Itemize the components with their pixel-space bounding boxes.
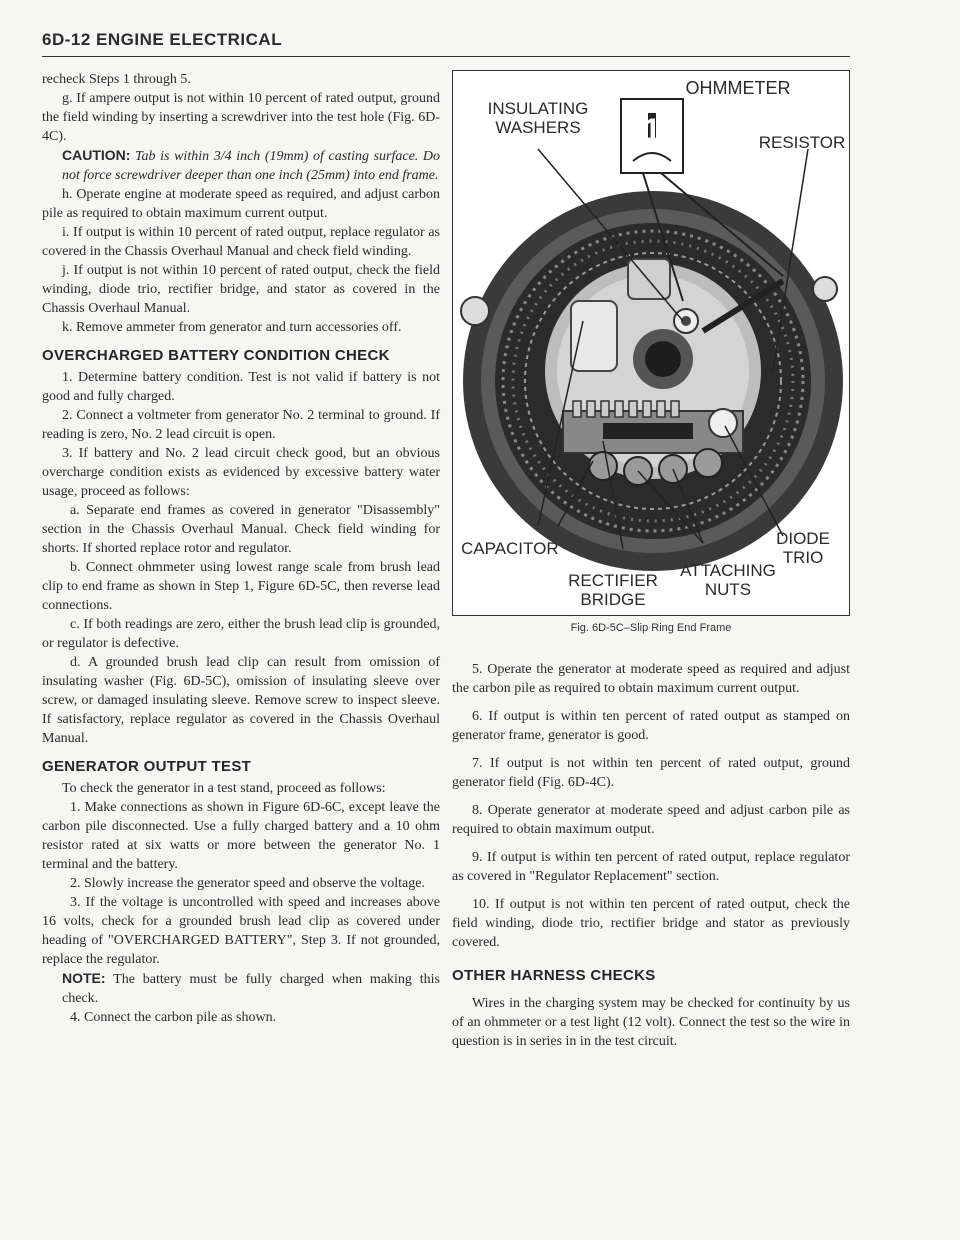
section-heading: OVERCHARGED BATTERY CONDITION CHECK xyxy=(42,347,390,364)
paragraph: 9. If output is within ten percent of rated output, replace regulator as covered in "Regulator Replacement" section. xyxy=(452,850,850,884)
paragraph: g. If ampere output is not within 10 percent of rated output, ground the field winding by inserting a screwdriver into the test hole (Fig. 6D-4C). xyxy=(42,91,440,144)
diode-trio-terminal xyxy=(709,409,737,437)
paragraph: 2. Slowly increase the generator speed and observe the voltage. xyxy=(70,876,425,891)
note xyxy=(62,969,440,1008)
label-rectifier-bridge: RECTIFIER BRIDGE xyxy=(568,571,658,609)
right-column xyxy=(452,660,850,1060)
paragraph: Wires in the charging system may be checked for continuity by us of an ohmmeter or a test light (12 volt). Connect the test so the wire in question is in series in in the test circuit. xyxy=(452,996,850,1049)
caution-text: Tab is within 3/4 inch (19mm) of casting surface. Do not force screwdriver deeper than one inch (25mm) into end frame. xyxy=(62,149,440,183)
paragraph: To check the generator in a test stand, proceed as follows: xyxy=(62,781,386,796)
paragraph: i. If output is within 10 percent of rated output, replace regulator as covered in the Chassis Overhaul Manual and check field winding. xyxy=(42,225,440,259)
page-header-title: 6D-12 ENGINE ELECTRICAL xyxy=(42,30,283,49)
paragraph: 3. If the voltage is uncontrolled with speed and increases above 16 volts, check for a grounded brush lead clip as covered under heading of "OVERCHARGED BATTERY", Step 3. If not grounded, replace the regulator. xyxy=(42,895,440,967)
paragraph: a. Separate end frames as covered in generator "Disassembly" section in the Chassis Overhaul Manual. Check field winding for shorts. If shorted replace rotor and regulator. xyxy=(42,503,440,556)
meter-digit: 1 xyxy=(643,112,661,148)
bearing-center xyxy=(645,341,681,377)
paragraph: 10. If output is not within ten percent of rated output, check the field winding, diode trio, rectifier bridge and stator as previously covered. xyxy=(452,897,850,950)
label-resistor: RESISTOR xyxy=(758,133,846,152)
paragraph: j. If output is not within 10 percent of rated output, check the field winding, diode trio, rectifier bridge, and stator as covered in the Chassis Overhaul Manual. xyxy=(42,263,440,316)
caution-label: CAUTION: xyxy=(62,147,131,163)
label-attaching-nuts: ATTACHING NUTS xyxy=(680,561,776,599)
paragraph: k. Remove ammeter from generator and turn accessories off. xyxy=(62,320,402,335)
section-heading: OTHER HARNESS CHECKS xyxy=(452,967,656,984)
paragraph: 6. If output is within ten percent of rated output as stamped on generator frame, generator is good. xyxy=(452,709,850,743)
paragraph: 5. Operate the generator at moderate speed as required and adjust the carbon pile as required to obtain maximum current output. xyxy=(452,662,850,696)
label-insulating-washers: INSULATING WASHERS xyxy=(487,99,589,137)
paragraph: 4. Connect the carbon pile as shown. xyxy=(70,1010,277,1025)
section-heading: GENERATOR OUTPUT TEST xyxy=(42,758,252,775)
caution-note xyxy=(62,146,440,185)
paragraph: c. If both readings are zero, either the brush lead clip is grounded, or regulator is defective. xyxy=(42,617,440,651)
paragraph: recheck Steps 1 through 5. xyxy=(42,72,191,87)
paragraph: 1. Make connections as shown in Figure 6D-6C, except leave the carbon pile disconnected. Use a fully charged battery and a 10 ohm resistor rated at six watts or more between the generator No. 1 terminal and the battery. xyxy=(42,800,440,872)
paragraph: 8. Operate generator at moderate speed and adjust carbon pile as required to obtain maximum output. xyxy=(452,803,850,837)
slip-ring-end-frame-figure xyxy=(452,70,850,616)
figure-caption: Fig. 6D-5C–Slip Ring End Frame xyxy=(570,622,732,634)
left-column xyxy=(42,70,440,1027)
paragraph: 7. If output is not within ten percent of rated output, ground generator field (Fig. 6D-4C). xyxy=(452,756,850,790)
brush-holder xyxy=(571,301,617,371)
label-ohmmeter: OHMMETER xyxy=(685,78,791,98)
label-capacitor: CAPACITOR xyxy=(461,539,559,558)
paragraph: 1. Determine battery condition. Test is not valid if battery is not good and fully charged. xyxy=(42,370,440,404)
note-text: The battery must be fully charged when making this check. xyxy=(62,972,440,1006)
page-header xyxy=(42,30,850,57)
note-label: NOTE: xyxy=(62,970,106,986)
paragraph: d. A grounded brush lead clip can result from omission of insulating washer (Fig. 6D-5C), omission of insulating sleeve over screw, or damaged insulating sleeve. Remove screw to inspect sleeve. If satisfactory, replace regulator as covered in the Chassis Overhaul Manual. xyxy=(42,655,440,746)
paragraph: 3. If battery and No. 2 lead circuit check good, but an obvious overcharge condition exists as evidenced by excessive battery water usage, proceed as follows: xyxy=(42,446,440,499)
paragraph: h. Operate engine at moderate speed as required, and adjust carbon pile as required to obtain maximum current output. xyxy=(42,187,440,221)
paragraph: b. Connect ohmmeter using lowest range scale from brush lead clip to end frame as shown in Step 1, Figure 6D-5C, then reverse lead connections. xyxy=(42,560,440,613)
label-diode-trio: DIODE TRIO xyxy=(776,529,830,567)
paragraph: 2. Connect a voltmeter from generator No. 2 terminal to ground. If reading is zero, No. 2 lead circuit is open. xyxy=(42,408,440,442)
